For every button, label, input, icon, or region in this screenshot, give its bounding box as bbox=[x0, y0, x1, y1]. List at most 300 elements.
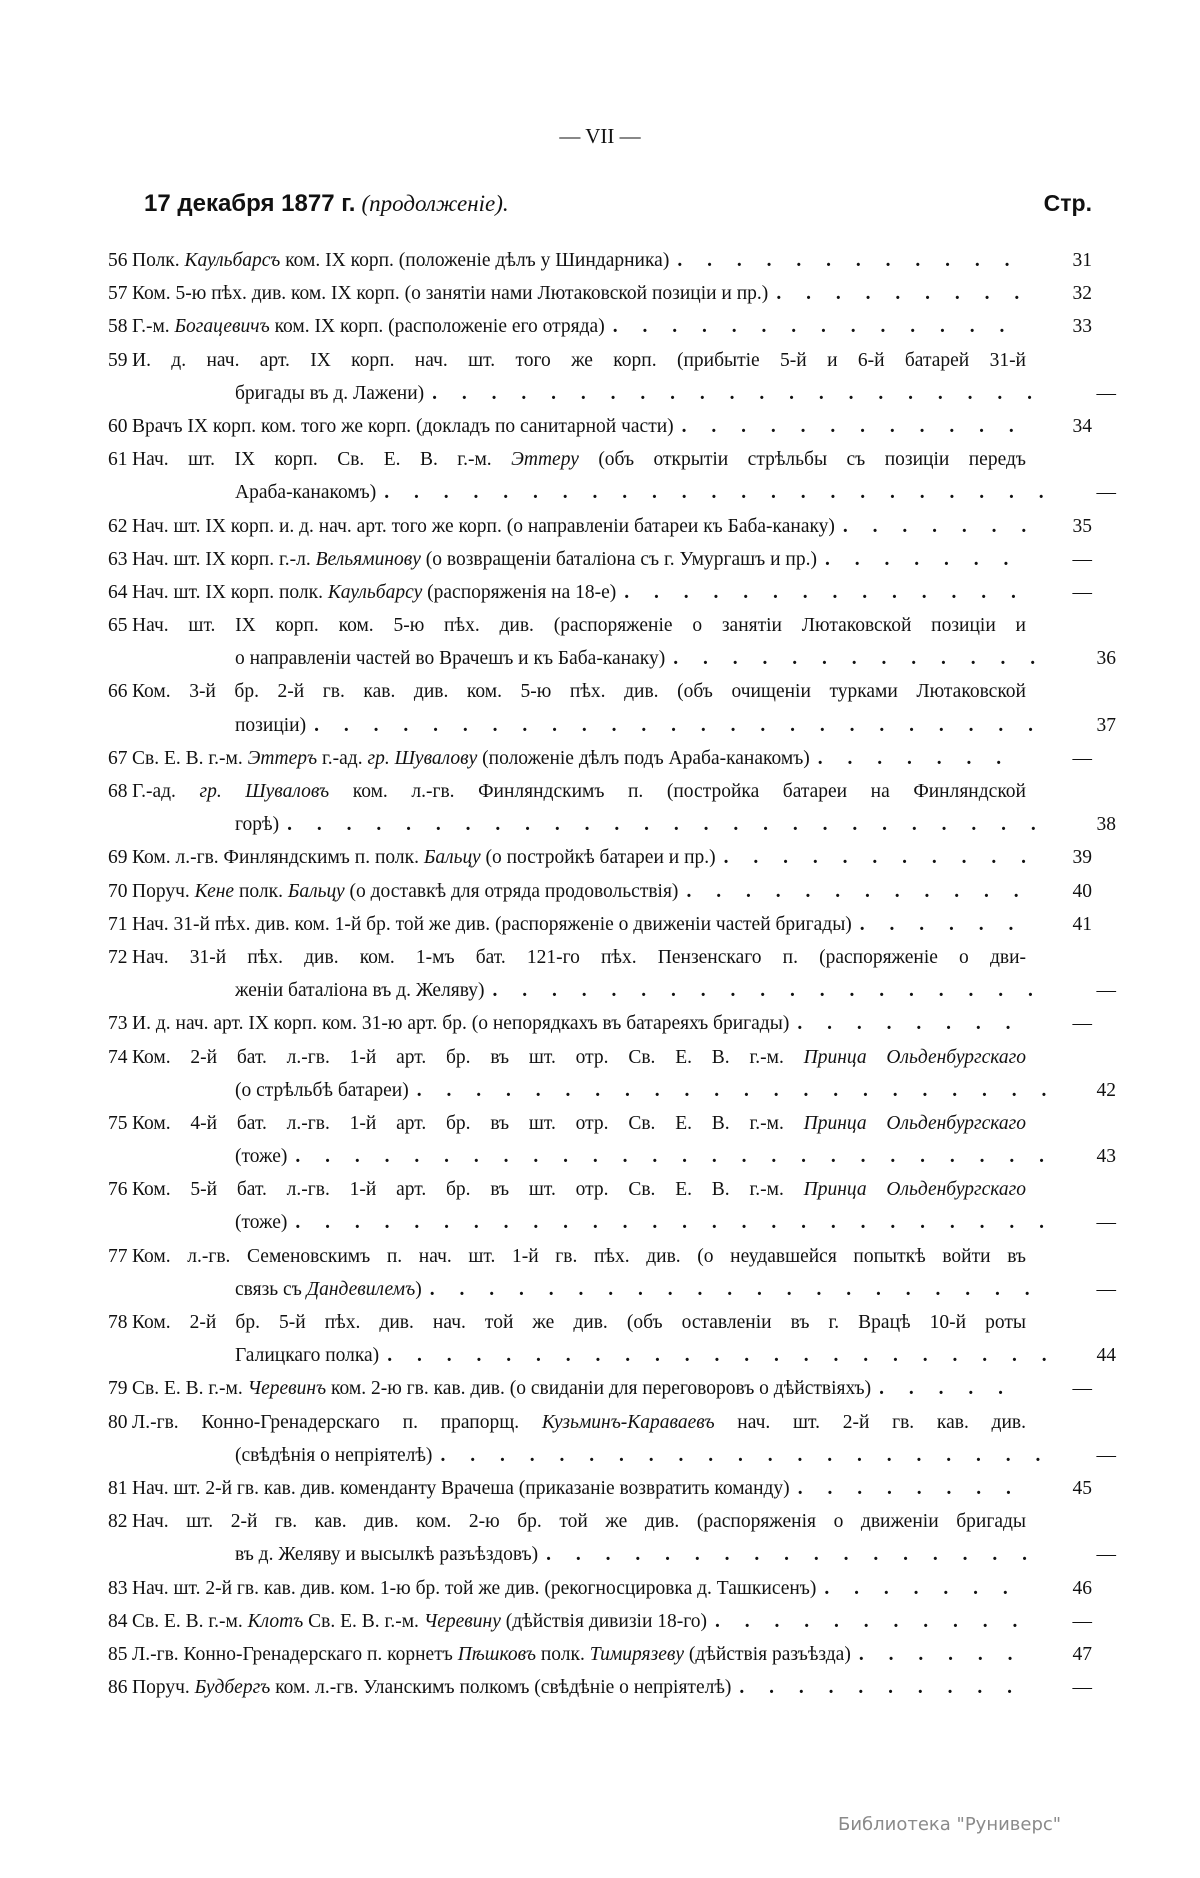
entry-body bbox=[132, 1572, 1026, 1605]
dot-leader bbox=[432, 1439, 1050, 1472]
page-number-blank bbox=[1026, 775, 1092, 808]
entry-line-1 bbox=[132, 1671, 731, 1704]
entry-line-1 bbox=[132, 1372, 871, 1405]
entry-line-1 bbox=[132, 1572, 816, 1605]
page-number: 39 bbox=[1072, 847, 1092, 869]
entry-text: Ком. 4-й бат. л.-гв. 1-й арт. бр. въ шт. отр. Св. Е. В. г.-м. bbox=[132, 1112, 804, 1134]
page-number: 38 bbox=[1096, 814, 1116, 836]
person-name: Черевинъ bbox=[247, 1378, 327, 1400]
entry-text: Нач. шт. 2-й гв. кав. див. коменданту Врачеша (приказаніе возвратить команду) bbox=[132, 1477, 790, 1499]
entry-line-1 bbox=[132, 510, 835, 543]
dot-leader bbox=[810, 742, 1026, 775]
entry-number: 59 bbox=[108, 349, 128, 371]
entry-body bbox=[132, 1173, 1026, 1206]
person-name: Будбергъ bbox=[194, 1677, 271, 1699]
contents-entry bbox=[108, 543, 1092, 576]
indent bbox=[132, 476, 235, 509]
entry-body bbox=[132, 576, 1026, 609]
entry-body bbox=[132, 908, 1026, 941]
entry-line-1 bbox=[132, 875, 678, 908]
entry-number: 56 bbox=[108, 250, 128, 271]
contents-entry bbox=[108, 1671, 1092, 1704]
number-gap bbox=[108, 709, 132, 742]
contents-entry bbox=[108, 510, 1092, 543]
number-gap bbox=[108, 1273, 132, 1306]
entry-line-2 bbox=[235, 642, 665, 675]
indent bbox=[132, 808, 235, 841]
entry-body bbox=[132, 875, 1026, 908]
page-number-blank bbox=[1026, 344, 1092, 377]
entry-text: ком. IX корп. (расположеніе его отряда) bbox=[269, 316, 605, 338]
entry-line-1 bbox=[132, 310, 605, 343]
page-number: 36 bbox=[1096, 648, 1116, 670]
entry-text: Нач. шт. IX корп. г.-л. bbox=[132, 548, 316, 570]
entry-text: (о доставкѣ для отряда продовольствія) bbox=[344, 880, 679, 902]
entry-body bbox=[132, 1671, 1026, 1704]
page-number: 35 bbox=[1072, 515, 1092, 537]
entry-line-1 bbox=[132, 1306, 1026, 1339]
entry-body bbox=[132, 1107, 1026, 1140]
entry-text: (дѣйствія дивизіи 18-го) bbox=[500, 1610, 707, 1632]
page-number: — bbox=[1096, 1212, 1116, 1234]
entry-number: 70 bbox=[108, 880, 128, 902]
contents-entry bbox=[108, 576, 1092, 609]
entry-line-1 bbox=[132, 244, 669, 277]
dot-leader bbox=[768, 277, 1026, 310]
entry-text: Нач. 31-й пѣх. див. ком. 1-й бр. той же див. (распоряженіе о движеніи частей бригады) bbox=[132, 913, 852, 935]
entry-continuation bbox=[108, 1538, 1116, 1571]
entry-number: 85 bbox=[108, 1643, 128, 1665]
entry-number: 64 bbox=[108, 581, 128, 603]
dot-leader bbox=[816, 1572, 1026, 1605]
contents-entry bbox=[108, 1041, 1092, 1074]
page-number: — bbox=[1096, 382, 1116, 404]
entry-line-1 bbox=[132, 1041, 1026, 1074]
entry-text: (о стрѣльбѣ батареи) bbox=[235, 1079, 409, 1101]
dot-leader bbox=[287, 1206, 1050, 1239]
entry-text: (о возвращеніи баталіона съ г. Умургашъ и пр.) bbox=[420, 548, 817, 570]
entry-line-2 bbox=[235, 1339, 379, 1372]
page-number: 44 bbox=[1096, 1345, 1116, 1367]
entry-line-2 bbox=[235, 476, 376, 509]
entry-line-2 bbox=[235, 1538, 538, 1571]
indent bbox=[132, 377, 235, 410]
entry-text: И. д. нач. арт. IX корп. нач. шт. того же корп. (прибытіе 5-й и 6-й батарей 31-й bbox=[132, 349, 1026, 371]
entry-text: Ком. 2-й бат. л.-гв. 1-й арт. бр. въ шт. отр. Св. Е. В. г.-м. bbox=[132, 1046, 804, 1068]
entry-text: (тоже) bbox=[235, 1212, 288, 1234]
entry-number: 74 bbox=[108, 1046, 128, 1068]
entry-text: женіи баталіона въ д. Желяву) bbox=[235, 980, 485, 1002]
dot-leader bbox=[674, 410, 1026, 443]
number-gap bbox=[108, 1140, 132, 1173]
dot-leader bbox=[871, 1372, 1026, 1405]
person-name: Дандевилемъ bbox=[306, 1278, 416, 1300]
entry-continuation bbox=[108, 1140, 1116, 1173]
entry-body bbox=[132, 609, 1026, 642]
contents-entry bbox=[108, 244, 1092, 277]
person-name: Принца Ольденбургскаго bbox=[803, 1179, 1026, 1201]
entry-text: связь съ bbox=[235, 1278, 307, 1300]
entry-line-2 bbox=[235, 1273, 422, 1306]
entry-line-1 bbox=[132, 1472, 790, 1505]
contents-entry bbox=[108, 1505, 1092, 1538]
entry-continuation bbox=[108, 476, 1116, 509]
entry-body bbox=[235, 709, 1050, 742]
person-name: Принца Ольденбургскаго bbox=[803, 1046, 1026, 1068]
entry-text: Л.-гв. Конно-Гренадерскаго п. прапорщ. bbox=[132, 1411, 542, 1433]
entry-body bbox=[132, 1472, 1026, 1505]
person-name: гр. Шуваловъ bbox=[199, 781, 330, 802]
entry-number: 57 bbox=[108, 283, 128, 305]
entry-text: (распоряженія на 18-е) bbox=[422, 581, 617, 603]
entry-continuation bbox=[108, 377, 1116, 410]
dot-leader bbox=[731, 1671, 1026, 1704]
entry-number: 68 bbox=[108, 781, 128, 802]
page-number: 42 bbox=[1096, 1079, 1116, 1101]
page-number-blank bbox=[1026, 609, 1092, 642]
indent bbox=[132, 1206, 235, 1239]
indent bbox=[132, 1074, 235, 1107]
entry-line-1 bbox=[132, 277, 768, 310]
entry-body bbox=[132, 775, 1026, 808]
entry-body bbox=[235, 1538, 1050, 1571]
contents-entry bbox=[108, 1007, 1092, 1040]
entry-text: (объ открытіи стрѣльбы съ позиціи передъ bbox=[578, 449, 1026, 471]
page-number: 40 bbox=[1072, 880, 1092, 902]
person-name: Эттеру bbox=[511, 449, 579, 471]
page-number-blank bbox=[1026, 1306, 1092, 1339]
entry-text: Л.-гв. Конно-Гренадерскаго п. корнетъ bbox=[132, 1643, 458, 1665]
entry-body bbox=[235, 1439, 1050, 1472]
person-name: Бальцу bbox=[287, 880, 345, 902]
indent bbox=[132, 1439, 235, 1472]
page-number: — bbox=[1096, 482, 1116, 504]
entry-text: Св. Е. В. г.-м. bbox=[132, 747, 248, 769]
entry-line-1 bbox=[132, 775, 1026, 808]
contents-entry bbox=[108, 1572, 1092, 1605]
entry-body bbox=[132, 410, 1026, 443]
entry-number: 84 bbox=[108, 1610, 128, 1632]
indent bbox=[132, 1273, 235, 1306]
entry-body bbox=[132, 742, 1026, 775]
entry-line-1 bbox=[132, 543, 817, 576]
entry-continuation bbox=[108, 974, 1116, 1007]
entry-text: Араба-канакомъ) bbox=[235, 482, 377, 504]
entry-line-2 bbox=[235, 1140, 287, 1173]
entry-text: Ком. л.-гв. Семеновскимъ п. нач. шт. 1-й гв. пѣх. див. (о неудавшейся попыткѣ войти въ bbox=[132, 1245, 1026, 1267]
entry-line-1 bbox=[132, 941, 1026, 974]
dot-leader bbox=[605, 310, 1026, 343]
dot-leader bbox=[287, 1140, 1050, 1173]
person-name: Пѣшковъ bbox=[457, 1643, 536, 1665]
entry-line-2 bbox=[235, 808, 279, 841]
person-name: Эттеръ bbox=[247, 747, 318, 769]
dot-leader bbox=[835, 510, 1026, 543]
page-number: 34 bbox=[1072, 415, 1092, 437]
entry-text: Поруч. bbox=[132, 880, 195, 902]
person-name: Кене bbox=[194, 880, 235, 902]
indent bbox=[132, 974, 235, 1007]
page-number: — bbox=[1072, 1610, 1092, 1632]
entry-text: Нач. шт. IX корп. ком. 5-ю пѣх. див. (распоряженіе о занятіи Лютаковской позиціи и bbox=[132, 615, 1026, 637]
page-number: 31 bbox=[1072, 250, 1092, 271]
page-number: 41 bbox=[1072, 913, 1092, 935]
entry-number: 65 bbox=[108, 615, 128, 637]
entry-line-1 bbox=[132, 443, 1026, 476]
entry-text: Св. Е. В. г.-м. bbox=[303, 1610, 424, 1632]
dot-leader bbox=[817, 543, 1026, 576]
entry-continuation bbox=[108, 1273, 1116, 1306]
dot-leader bbox=[852, 908, 1026, 941]
entry-body bbox=[132, 277, 1026, 310]
entry-number: 78 bbox=[108, 1312, 128, 1333]
entry-text: ком. л.-гв. Финляндскимъ п. (постройка батареи на Финляндской bbox=[329, 781, 1026, 802]
person-name: Принца Ольденбургскаго bbox=[803, 1112, 1026, 1134]
entry-text: полк. bbox=[234, 880, 288, 902]
contents-entry bbox=[108, 908, 1092, 941]
indent bbox=[132, 642, 235, 675]
person-name: Бальцу bbox=[423, 847, 481, 869]
entry-body bbox=[235, 808, 1050, 841]
entry-text: Нач. шт. IX корп. полк. bbox=[132, 581, 328, 603]
dot-leader bbox=[376, 476, 1050, 509]
page-number: — bbox=[1072, 581, 1092, 603]
entry-body bbox=[132, 1406, 1026, 1439]
entry-text: о направленіи частей во Врачешъ и къ Баба-канаку) bbox=[235, 648, 666, 670]
page-number: 47 bbox=[1072, 1643, 1092, 1665]
entry-body bbox=[235, 1339, 1050, 1372]
entry-body bbox=[132, 675, 1026, 708]
entry-line-2 bbox=[235, 377, 424, 410]
dot-leader bbox=[616, 576, 1026, 609]
entry-text: Ком. 5-й бат. л.-гв. 1-й арт. бр. въ шт. отр. Св. Е. В. г.-м. bbox=[132, 1179, 804, 1201]
entry-text: Нач. шт. IX корп. Св. Е. В. г.-м. bbox=[132, 449, 512, 471]
page-number-blank bbox=[1026, 1173, 1092, 1206]
entry-body bbox=[132, 510, 1026, 543]
page-number: — bbox=[1096, 1544, 1116, 1566]
entry-number: 61 bbox=[108, 449, 128, 471]
dot-leader bbox=[790, 1472, 1026, 1505]
contents-entry bbox=[108, 1306, 1092, 1339]
entry-continuation bbox=[108, 642, 1116, 675]
number-gap bbox=[108, 1074, 132, 1107]
entry-line-2 bbox=[235, 1206, 287, 1239]
number-gap bbox=[108, 1439, 132, 1472]
library-watermark: Библиотека "Руниверс" bbox=[838, 1814, 1062, 1835]
contents-entry bbox=[108, 941, 1092, 974]
entry-body bbox=[235, 1206, 1050, 1239]
page-number: — bbox=[1072, 1677, 1092, 1699]
entry-line-1 bbox=[132, 742, 810, 775]
page-number-blank bbox=[1026, 1041, 1092, 1074]
entry-body bbox=[235, 974, 1050, 1007]
entry-text: въ д. Желяву и высылкѣ разъѣздовъ) bbox=[235, 1544, 539, 1566]
entry-line-1 bbox=[132, 1505, 1026, 1538]
person-name: Тимирязеву bbox=[589, 1643, 684, 1665]
number-gap bbox=[108, 1538, 132, 1571]
person-name: Каульбарсъ bbox=[184, 250, 281, 271]
dot-leader bbox=[424, 377, 1050, 410]
page-number: — bbox=[1072, 548, 1092, 570]
indent bbox=[132, 709, 235, 742]
entry-text: (дѣйствія разъѣзда) bbox=[684, 1643, 851, 1665]
entry-number: 73 bbox=[108, 1013, 128, 1035]
entry-line-1 bbox=[132, 841, 716, 874]
entry-number: 76 bbox=[108, 1179, 128, 1201]
person-name: Клотъ bbox=[247, 1610, 304, 1632]
entry-number: 75 bbox=[108, 1112, 128, 1134]
indent bbox=[132, 1538, 235, 1571]
contents-entry bbox=[108, 875, 1092, 908]
section-header bbox=[144, 190, 1092, 224]
entry-body bbox=[132, 941, 1026, 974]
contents-entry bbox=[108, 344, 1092, 377]
page-number-blank bbox=[1026, 675, 1092, 708]
entry-number: 63 bbox=[108, 548, 128, 570]
person-name: гр. Шувалову bbox=[367, 747, 478, 769]
dot-leader bbox=[422, 1273, 1050, 1306]
entry-body bbox=[132, 310, 1026, 343]
entry-line-1 bbox=[132, 675, 1026, 708]
contents-entry bbox=[108, 1107, 1092, 1140]
dot-leader bbox=[669, 244, 1026, 277]
entry-text: Г.-ад. bbox=[132, 781, 200, 802]
entry-line-2 bbox=[235, 709, 306, 742]
dot-leader bbox=[707, 1605, 1026, 1638]
indent bbox=[132, 1339, 235, 1372]
page-number: — bbox=[1072, 1013, 1092, 1035]
entry-body bbox=[132, 1605, 1026, 1638]
entry-line-1 bbox=[132, 1406, 1026, 1439]
section-date: 17 декабря 1877 г. bbox=[144, 190, 356, 217]
entry-body bbox=[132, 1306, 1026, 1339]
entry-number: 82 bbox=[108, 1511, 128, 1533]
entry-number: 62 bbox=[108, 515, 128, 537]
contents-entry bbox=[108, 1406, 1092, 1439]
page-number: 32 bbox=[1072, 283, 1092, 305]
entry-number: 72 bbox=[108, 946, 128, 968]
entry-line-2 bbox=[235, 1074, 409, 1107]
page-number: 33 bbox=[1072, 316, 1092, 338]
entry-text: ком. IX корп. (положеніе дѣлъ у Шиндарника) bbox=[280, 250, 670, 271]
page-number: — bbox=[1096, 1278, 1116, 1300]
page-number-blank bbox=[1026, 1406, 1092, 1439]
contents-entry bbox=[108, 310, 1092, 343]
page-number: 45 bbox=[1072, 1477, 1092, 1499]
entry-body bbox=[132, 543, 1026, 576]
contents-entry bbox=[108, 609, 1092, 642]
entry-body bbox=[132, 1041, 1026, 1074]
dot-leader bbox=[279, 808, 1050, 841]
entry-line-1 bbox=[132, 1007, 789, 1040]
entry-continuation bbox=[108, 808, 1116, 841]
entry-text: Нач. шт. 2-й гв. кав. див. ком. 1-ю бр. той же див. (рекогносцировка д. Ташкисенъ) bbox=[132, 1577, 817, 1599]
entry-text: Галицкаго полка) bbox=[235, 1345, 380, 1367]
dot-leader bbox=[665, 642, 1050, 675]
contents-entry bbox=[108, 410, 1092, 443]
entry-continuation bbox=[108, 709, 1116, 742]
entry-body bbox=[235, 476, 1050, 509]
person-name: Кузьминъ-Караваевъ bbox=[541, 1411, 715, 1433]
entry-text: бригады въ д. Лажени) bbox=[235, 382, 425, 404]
number-gap bbox=[108, 476, 132, 509]
entry-line-1 bbox=[132, 576, 616, 609]
entry-body bbox=[235, 377, 1050, 410]
indent bbox=[132, 1140, 235, 1173]
contents-entry bbox=[108, 675, 1092, 708]
person-name: Вельяминову bbox=[315, 548, 421, 570]
page-number: — bbox=[1072, 747, 1092, 769]
entry-line-2 bbox=[235, 1439, 432, 1472]
number-gap bbox=[108, 808, 132, 841]
number-gap bbox=[108, 642, 132, 675]
entry-number: 81 bbox=[108, 1477, 128, 1499]
entry-body bbox=[132, 1505, 1026, 1538]
entry-text: Полк. bbox=[132, 250, 185, 271]
entry-body bbox=[132, 443, 1026, 476]
page-number: — bbox=[1072, 1378, 1092, 1400]
entry-text: И. д. нач. арт. IX корп. ком. 31-ю арт. бр. (о непорядкахъ въ батареяхъ бригады) bbox=[132, 1013, 790, 1035]
entry-body bbox=[235, 1074, 1050, 1107]
page-number-blank bbox=[1026, 1240, 1092, 1273]
entry-text: (тоже) bbox=[235, 1146, 288, 1168]
entry-text: Св. Е. В. г.-м. bbox=[132, 1610, 248, 1632]
contents-entry bbox=[108, 742, 1092, 775]
entry-body bbox=[235, 1273, 1050, 1306]
entry-number: 58 bbox=[108, 316, 128, 338]
entry-text: Св. Е. В. г.-м. bbox=[132, 1378, 248, 1400]
dot-leader bbox=[485, 974, 1050, 1007]
contents-entry bbox=[108, 1240, 1092, 1273]
entry-text: Ком. 2-й бр. 5-й пѣх. див. нач. той же див. (объ оставленіи въ г. Врацѣ 10-й роты bbox=[132, 1312, 1026, 1333]
contents-list bbox=[108, 244, 1116, 1704]
entry-continuation bbox=[108, 1206, 1116, 1239]
entry-line-1 bbox=[132, 1605, 707, 1638]
entry-text: г.-ад. bbox=[317, 747, 368, 769]
dot-leader bbox=[789, 1007, 1026, 1040]
page-number: 43 bbox=[1096, 1146, 1116, 1168]
page-number-blank bbox=[1026, 941, 1092, 974]
entry-line-1 bbox=[132, 344, 1026, 377]
person-name: Каульбарсу bbox=[327, 581, 423, 603]
entry-text: (свѣдѣнія о непріятелѣ) bbox=[235, 1444, 433, 1466]
entry-text: Нач. шт. IX корп. и. д. нач. арт. того же корп. (о направленіи батареи къ Баба-канаку) bbox=[132, 515, 835, 537]
page-number-blank bbox=[1026, 1107, 1092, 1140]
entry-text: ) bbox=[415, 1278, 422, 1300]
number-gap bbox=[108, 377, 132, 410]
entry-text: Ком. 3-й бр. 2-й гв. кав. див. ком. 5-ю пѣх. див. (объ очищеніи турками Лютаковской bbox=[132, 681, 1026, 703]
contents-entry bbox=[108, 1173, 1092, 1206]
dot-leader bbox=[678, 875, 1026, 908]
entry-body bbox=[132, 344, 1026, 377]
dot-leader bbox=[538, 1538, 1050, 1571]
entry-body bbox=[235, 642, 1050, 675]
entry-text: ком. 2-ю гв. кав. див. (о свиданіи для переговоровъ о дѣйствіяхъ) bbox=[326, 1378, 872, 1400]
page-number-blank bbox=[1026, 443, 1092, 476]
entry-text: (положеніе дѣлъ подъ Араба-канакомъ) bbox=[477, 747, 810, 769]
entry-text: Г.-м. bbox=[132, 316, 175, 338]
entry-number: 77 bbox=[108, 1245, 128, 1267]
entry-line-1 bbox=[132, 609, 1026, 642]
page-folio: — VII — bbox=[559, 124, 641, 148]
page-number-blank bbox=[1026, 1505, 1092, 1538]
number-gap bbox=[108, 1339, 132, 1372]
number-gap bbox=[108, 974, 132, 1007]
dot-leader bbox=[716, 841, 1026, 874]
entry-text: (о постройкѣ батареи и пр.) bbox=[480, 847, 716, 869]
entry-number: 86 bbox=[108, 1677, 128, 1699]
person-name: Черевину bbox=[423, 1610, 501, 1632]
